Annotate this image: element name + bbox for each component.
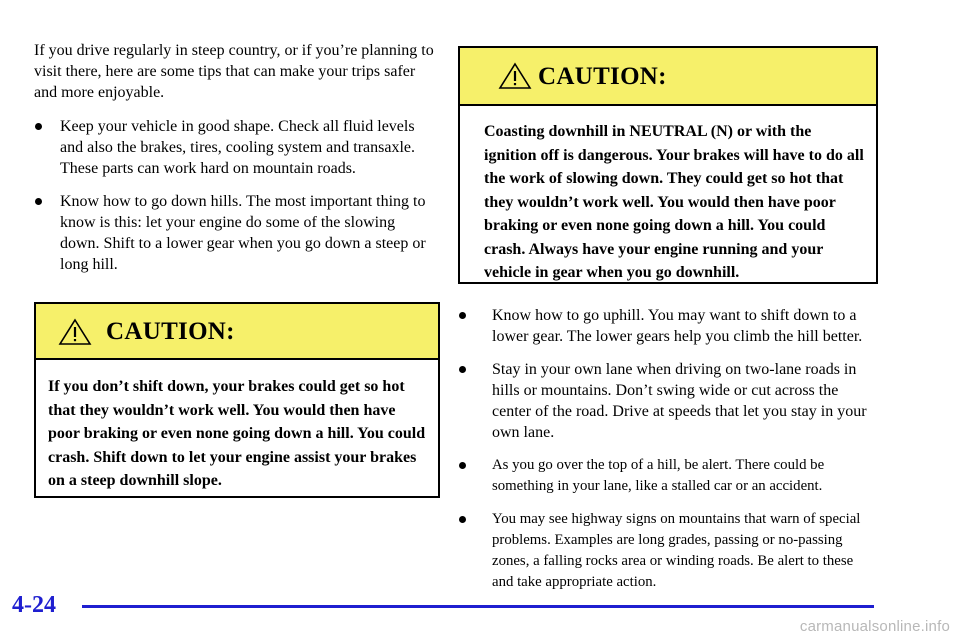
bullet-icon [459,462,466,469]
warning-triangle-icon [58,318,92,346]
watermark: carmanualsonline.info [799,618,950,635]
caution-body: Coasting downhill in NEUTRAL (N) or with the ignition off is dangerous. Your brakes will have to do all the work of slowing down. They could get so hot that they wouldn’t work well. You would then have poor braking or even none going down a hill. You could crash. Always have your engine running and your vehicle in gear when you go downhill. [484,123,864,281]
list-item-text: Stay in your own lane when driving on two-lane roads in hills or mountains. Don’t swing wide or cut across the center of the road. Drive at speeds that let you stay in your own lane. [492,361,867,441]
list-item [34,191,438,275]
right-bullet-list [458,305,878,593]
right-column [458,46,878,605]
footer-divider [82,605,874,608]
list-item [458,455,878,497]
intro-paragraph: If you drive regularly in steep country, or if you’re planning to visit there, here are some tips that can make your trips safer and more enjoyable. [34,42,434,101]
list-item [458,359,878,443]
list-item-text: Know how to go uphill. You may want to shift down to a lower gear. The lower gears help you climb the hill better. [492,307,863,345]
list-item [458,305,878,347]
caution-title: CAUTION: [538,63,667,90]
bullet-icon [459,312,466,319]
caution-header [460,48,876,106]
list-item-text: You may see highway signs on mountains that warn of special problems. Examples are long grades, passing or no-passing zones, a falling rocks area or winding roads. Be alert to these and take appropriate action. [492,511,861,590]
bullet-icon [459,366,466,373]
list-item-text: Keep your vehicle in good shape. Check all fluid levels and also the brakes, tires, cooling system and transaxle. These parts can work hard on mountain roads. [60,118,416,177]
list-item [458,509,878,593]
left-column [34,40,438,498]
caution-body: If you don’t shift down, your brakes could get so hot that they wouldn’t work well. You would then have poor braking or even none going down a hill. You could crash. Shift down to let your engine assist your brakes on a steep downhill slope. [48,378,426,489]
list-item-text: Know how to go down hills. The most important thing to know is this: let your engine do some of the slowing down. Shift to a lower gear when you go down a steep or long hill. [60,193,426,273]
bullet-icon [459,516,466,523]
warning-triangle-icon [498,62,532,90]
caution-box-coasting [458,46,878,284]
list-item-text: As you go over the top of a hill, be alert. There could be something in your lane, like a stalled car or an accident. [492,457,825,494]
list-item [34,116,438,179]
page-number: 4-24 [12,592,56,618]
bullet-icon [35,198,42,205]
caution-title: CAUTION: [106,318,235,345]
caution-box-downshift [34,302,440,498]
bullet-icon [35,123,42,130]
left-bullet-list [34,116,438,275]
caution-header [36,304,438,360]
